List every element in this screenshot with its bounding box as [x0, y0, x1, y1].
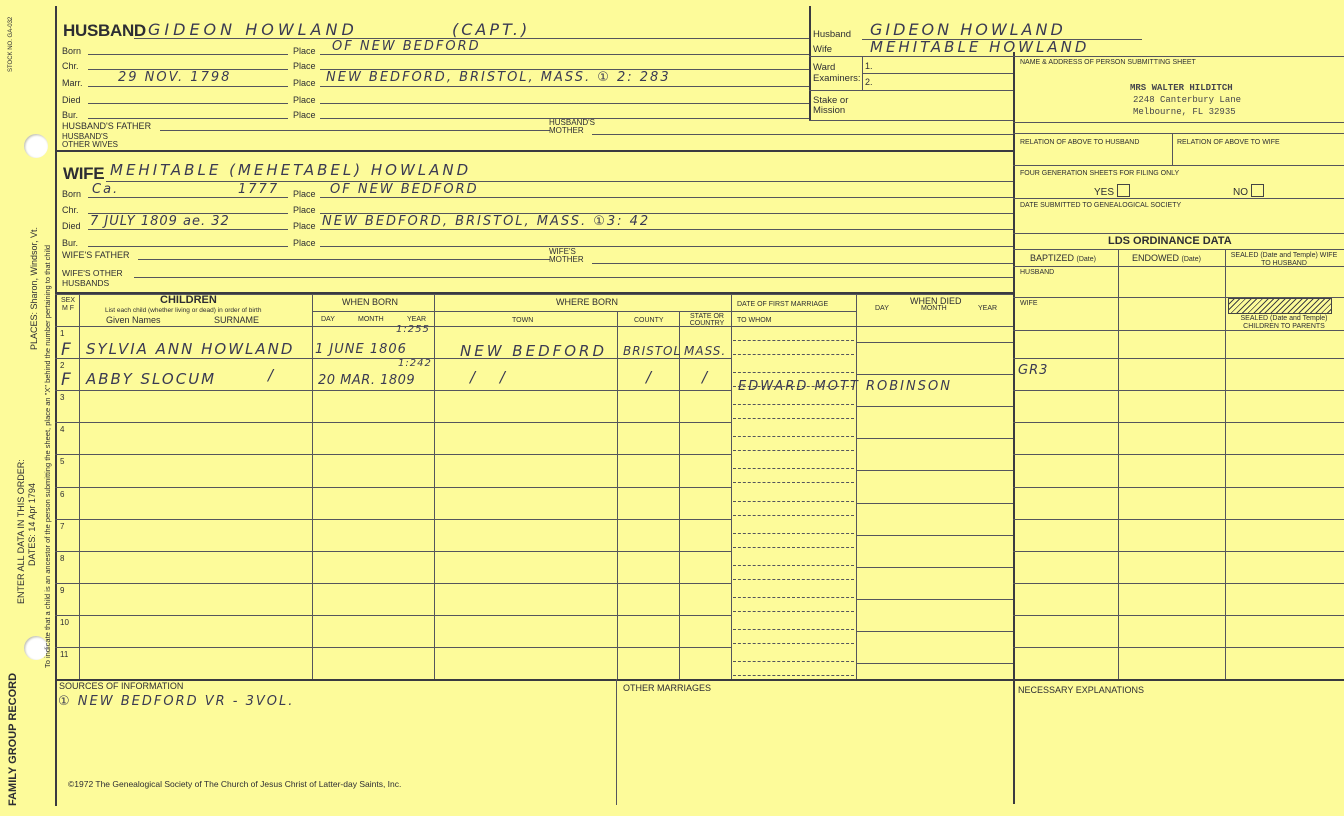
yes-checkbox[interactable]: YES — [1094, 184, 1130, 198]
marriage-date-line — [733, 340, 854, 341]
date-submitted-label: DATE SUBMITTED TO GENEALOGICAL SOCIETY — [1020, 202, 1182, 209]
wife-bur-label: Bur. — [62, 238, 79, 248]
enter-all-note: ENTER ALL DATA IN THIS ORDER: — [16, 459, 26, 604]
marriage-date-line — [733, 533, 854, 534]
child-1-county: BRISTOL — [623, 344, 682, 358]
examiner-2: 2. — [865, 77, 873, 87]
death-line — [856, 663, 1013, 664]
marriage-date-line — [733, 501, 854, 502]
submitter-line-3: Melbourne, FL 32935 — [1133, 107, 1236, 117]
to-whom-line — [733, 611, 854, 612]
ordinance-row-line — [1013, 583, 1344, 584]
to-whom-line — [733, 482, 854, 483]
wife-title: WIFE — [63, 164, 105, 183]
death-line — [856, 503, 1013, 504]
rp-husband-name: GIDEON HOWLAND — [870, 20, 1066, 39]
husband-other-wives-label: HUSBAND'S OTHER WIVES — [62, 132, 119, 149]
child-row-number: 7 — [60, 521, 65, 531]
relation-wife-label: RELATION OF ABOVE TO WIFE — [1177, 139, 1280, 146]
child-row-line — [55, 615, 731, 616]
child-row-line — [55, 422, 731, 423]
husband-bur-label: Bur. — [62, 110, 79, 120]
town-header: TOWN — [512, 317, 534, 324]
wife-died-place-label: Place — [293, 221, 316, 231]
child-2-state: / — [702, 368, 711, 386]
to-whom-line — [733, 515, 854, 516]
husband-father-label: HUSBAND'S FATHER — [62, 121, 152, 131]
children-sub: List each child (whether living or dead) in order of birth — [105, 307, 262, 314]
wife-mother-label: WIFE'S MOTHER — [549, 247, 584, 264]
no-checkbox[interactable]: NO — [1233, 184, 1264, 198]
child-1-born: 1 JUNE 1806 — [315, 342, 407, 357]
wife-born-date: Ca. — [92, 182, 120, 197]
husband-marr-place: NEW BEDFORD, BRISTOL, MASS. ① 2: 283 — [326, 70, 671, 85]
husband-row-label: HUSBAND — [1020, 269, 1055, 276]
other-marriages-label: OTHER MARRIAGES — [623, 683, 712, 693]
child-row-number: 5 — [60, 457, 65, 467]
endowed-header: ENDOWED (Date) — [1132, 253, 1201, 263]
husband-title: HUSBAND — [63, 21, 146, 40]
ward-label: Ward — [813, 62, 836, 73]
wife-chr-label: Chr. — [62, 205, 79, 215]
child-row-line — [55, 551, 731, 552]
husband-section-bottom — [55, 150, 1013, 152]
lds-title: LDS ORDINANCE DATA — [1108, 235, 1232, 247]
wife-chr-place-label: Place — [293, 205, 316, 215]
examiners-label: Examiners: — [813, 73, 861, 84]
child-row-number: 4 — [60, 425, 65, 435]
no-box[interactable] — [1251, 184, 1264, 197]
to-whom-line — [733, 643, 854, 644]
child-ordinance-note: GR3 — [1018, 363, 1049, 378]
wife-father-label: WIFE'S FATHER — [62, 250, 130, 260]
husband-name-note: (CAPT.) — [452, 20, 531, 39]
state-header: STATE OR COUNTRY — [689, 313, 725, 327]
child-1-state: MASS. — [684, 344, 727, 358]
child-2-town: / / — [470, 368, 515, 386]
four-gen-label: FOUR GENERATION SHEETS FOR FILING ONLY — [1020, 170, 1180, 177]
punch-hole-top — [24, 134, 48, 158]
submitter-line-2: 2248 Canterbury Lane — [1133, 95, 1242, 105]
died-month-header: MONTH — [921, 305, 947, 312]
wife-name: MEHITABLE (MEHETABEL) HOWLAND — [110, 161, 472, 179]
explanations-label: NECESSARY EXPLANATIONS — [1018, 685, 1145, 695]
rp-wife-label: Wife — [813, 44, 832, 55]
form-title: FAMILY GROUP RECORD — [7, 672, 19, 806]
yes-box[interactable] — [1117, 184, 1130, 197]
child-row-number: 3 — [60, 393, 65, 403]
marriage-date-line — [733, 661, 854, 662]
husband-bur-place-label: Place — [293, 110, 316, 120]
death-line — [856, 374, 1013, 375]
husband-name: GIDEON HOWLAND — [148, 20, 358, 39]
child-1-sex: F — [61, 340, 74, 360]
ordinance-row-line — [1013, 487, 1344, 488]
given-names-header: Given Names — [106, 315, 161, 325]
child-row-line — [55, 454, 731, 455]
sex-header: SEX M F — [60, 297, 75, 312]
to-whom-header: TO WHOM — [737, 317, 772, 324]
relation-husband-label: RELATION OF ABOVE TO HUSBAND — [1020, 139, 1140, 146]
left-border — [55, 6, 57, 806]
died-day-header: DAY — [875, 305, 889, 312]
child-row-line — [55, 647, 731, 648]
husband-marr-label: Marr. — [62, 78, 83, 88]
wife-died-place: NEW BEDFORD, BRISTOL, MASS. ①3: 42 — [322, 214, 651, 229]
when-born-header: WHEN BORN — [342, 297, 398, 307]
ordinance-row-line — [1013, 358, 1344, 359]
child-row-line — [55, 487, 731, 488]
wife-died-date: 7 JULY 1809 ae. 32 — [90, 214, 230, 229]
child-row-number: 11 — [60, 650, 69, 659]
places-note: PLACES: Sharon, Windsor, Vt. — [29, 226, 39, 350]
child-2-note: 1:242 — [398, 358, 432, 369]
wife-other-husbands-label: WIFE'S OTHER HUSBANDS — [62, 268, 123, 288]
sealed-wife-header: SEALED (Date and Temple) WIFE TO HUSBAND — [1230, 252, 1338, 267]
wife-died-label: Died — [62, 221, 81, 231]
submitter-label: NAME & ADDRESS OF PERSON SUBMITTING SHEET — [1020, 59, 1196, 66]
sealed-wife-hatch — [1228, 298, 1332, 314]
born-year-header: YEAR — [407, 316, 427, 323]
to-whom-line — [733, 547, 854, 548]
ordinance-row-line — [1013, 519, 1344, 520]
child-2-county: / — [646, 368, 655, 386]
to-whom-line — [733, 450, 854, 451]
child-2-spouse: EDWARD MOTT ROBINSON — [738, 379, 952, 394]
husband-born-place-label: Place — [293, 46, 316, 56]
wife-row-label: WIFE — [1020, 300, 1038, 307]
death-line — [856, 438, 1013, 439]
child-row-line — [55, 519, 731, 520]
child-row-number: 6 — [60, 489, 65, 499]
child-row-line — [55, 358, 731, 359]
marriage-date-line — [733, 436, 854, 437]
wife-born-place: OF NEW BEDFORD — [330, 182, 479, 197]
ordinance-row-line — [1013, 551, 1344, 552]
husband-marr-date: 29 NOV. 1798 — [118, 70, 232, 85]
marriage-date-line — [733, 372, 854, 373]
child-row-number: 2 — [60, 361, 65, 371]
marriage-date-line — [733, 565, 854, 566]
child-row-number: 10 — [60, 617, 69, 627]
born-month-header: MONTH — [358, 316, 384, 323]
children-table-bottom — [55, 679, 1344, 681]
husband-mother-label: HUSBAND'S MOTHER — [549, 118, 595, 135]
ordinance-row-line — [1013, 615, 1344, 616]
wife-born-label: Born — [62, 189, 82, 199]
child-row-line — [55, 390, 731, 391]
child-row-number: 9 — [60, 585, 65, 595]
to-whom-line — [733, 354, 854, 355]
husband-born-place: OF NEW BEDFORD — [332, 39, 481, 54]
child-1-note: 1:255 — [396, 324, 430, 335]
children-title: CHILDREN — [160, 294, 217, 306]
child-row-number: 8 — [60, 553, 65, 563]
when-died-header: WHEN DIED — [910, 296, 962, 306]
baptized-header: BAPTIZED (Date) — [1030, 253, 1096, 263]
county-header: COUNTY — [634, 317, 664, 324]
to-whom-line — [733, 675, 854, 676]
husband-chr-label: Chr. — [62, 61, 79, 71]
stock-number: STOCK NO. GA-032 — [8, 16, 14, 72]
child-1-name: SYLVIA ANN HOWLAND — [86, 340, 295, 358]
dates-note: DATES: 14 Apr 1794 — [27, 483, 37, 566]
rp-husband-label: Husband — [813, 29, 852, 40]
death-line — [856, 342, 1013, 343]
child-row-line — [55, 583, 731, 584]
mid-divider-top — [809, 6, 811, 120]
child-2-name: ABBY SLOCUM — [86, 370, 217, 388]
marriage-date-line — [733, 597, 854, 598]
husband-marr-place-label: Place — [293, 78, 316, 88]
wife-bur-place-label: Place — [293, 238, 316, 248]
rp-wife-name: MEHITABLE HOWLAND — [870, 38, 1090, 56]
sources-label: SOURCES OF INFORMATION — [59, 681, 184, 691]
died-year-header: YEAR — [978, 305, 998, 312]
copyright: ©1972 The Genealogical Society of The Church of Jesus Christ of Latter-day Saints, Inc. — [68, 779, 402, 789]
footer-divider-1 — [616, 679, 617, 805]
death-line — [856, 470, 1013, 471]
ordinance-row-line — [1013, 422, 1344, 423]
submitter-line-1: MRS WALTER HILDITCH — [1130, 83, 1233, 93]
born-day-header: DAY — [321, 316, 335, 323]
death-line — [856, 535, 1013, 536]
marriage-date-line — [733, 404, 854, 405]
death-line — [856, 567, 1013, 568]
husband-chr-place-label: Place — [293, 61, 316, 71]
examiner-1: 1. — [865, 61, 873, 71]
marriage-date-line — [733, 629, 854, 630]
ordinance-row-line — [1013, 647, 1344, 648]
ancestor-instruction: To indicate that a child is an ancestor of the person submitting the sheet, place an "X" behind the number pertaining to that child — [43, 244, 52, 668]
ordinance-row-line — [1013, 390, 1344, 391]
husband-born-label: Born — [62, 46, 82, 56]
husband-died-place-label: Place — [293, 95, 316, 105]
ordinance-row-line — [1013, 454, 1344, 455]
death-line — [856, 631, 1013, 632]
death-line — [856, 599, 1013, 600]
where-born-header: WHERE BORN — [556, 297, 619, 307]
to-whom-line — [733, 418, 854, 419]
surname-header: SURNAME — [214, 315, 260, 325]
wife-born-place-label: Place — [293, 189, 316, 199]
sealed-children-header: SEALED (Date and Temple) CHILDREN TO PARENTS — [1240, 315, 1328, 330]
child-1-town: NEW BEDFORD — [460, 342, 608, 360]
child-2-sex: F — [61, 370, 74, 390]
death-line — [856, 406, 1013, 407]
husband-died-label: Died — [62, 95, 81, 105]
child-2-born: 20 MAR. 1809 — [318, 373, 416, 388]
wife-born-year: 1777 — [238, 182, 280, 197]
sources-text: ① NEW BEDFORD VR - 3VOL. — [58, 694, 295, 709]
marriage-date-line — [733, 468, 854, 469]
child-2-name-mark: / — [268, 366, 277, 384]
first-marriage-header: DATE OF FIRST MARRIAGE — [737, 301, 829, 308]
child-row-number: 1 — [60, 329, 65, 338]
stake-label: Stake or Mission — [813, 95, 849, 116]
to-whom-line — [733, 579, 854, 580]
